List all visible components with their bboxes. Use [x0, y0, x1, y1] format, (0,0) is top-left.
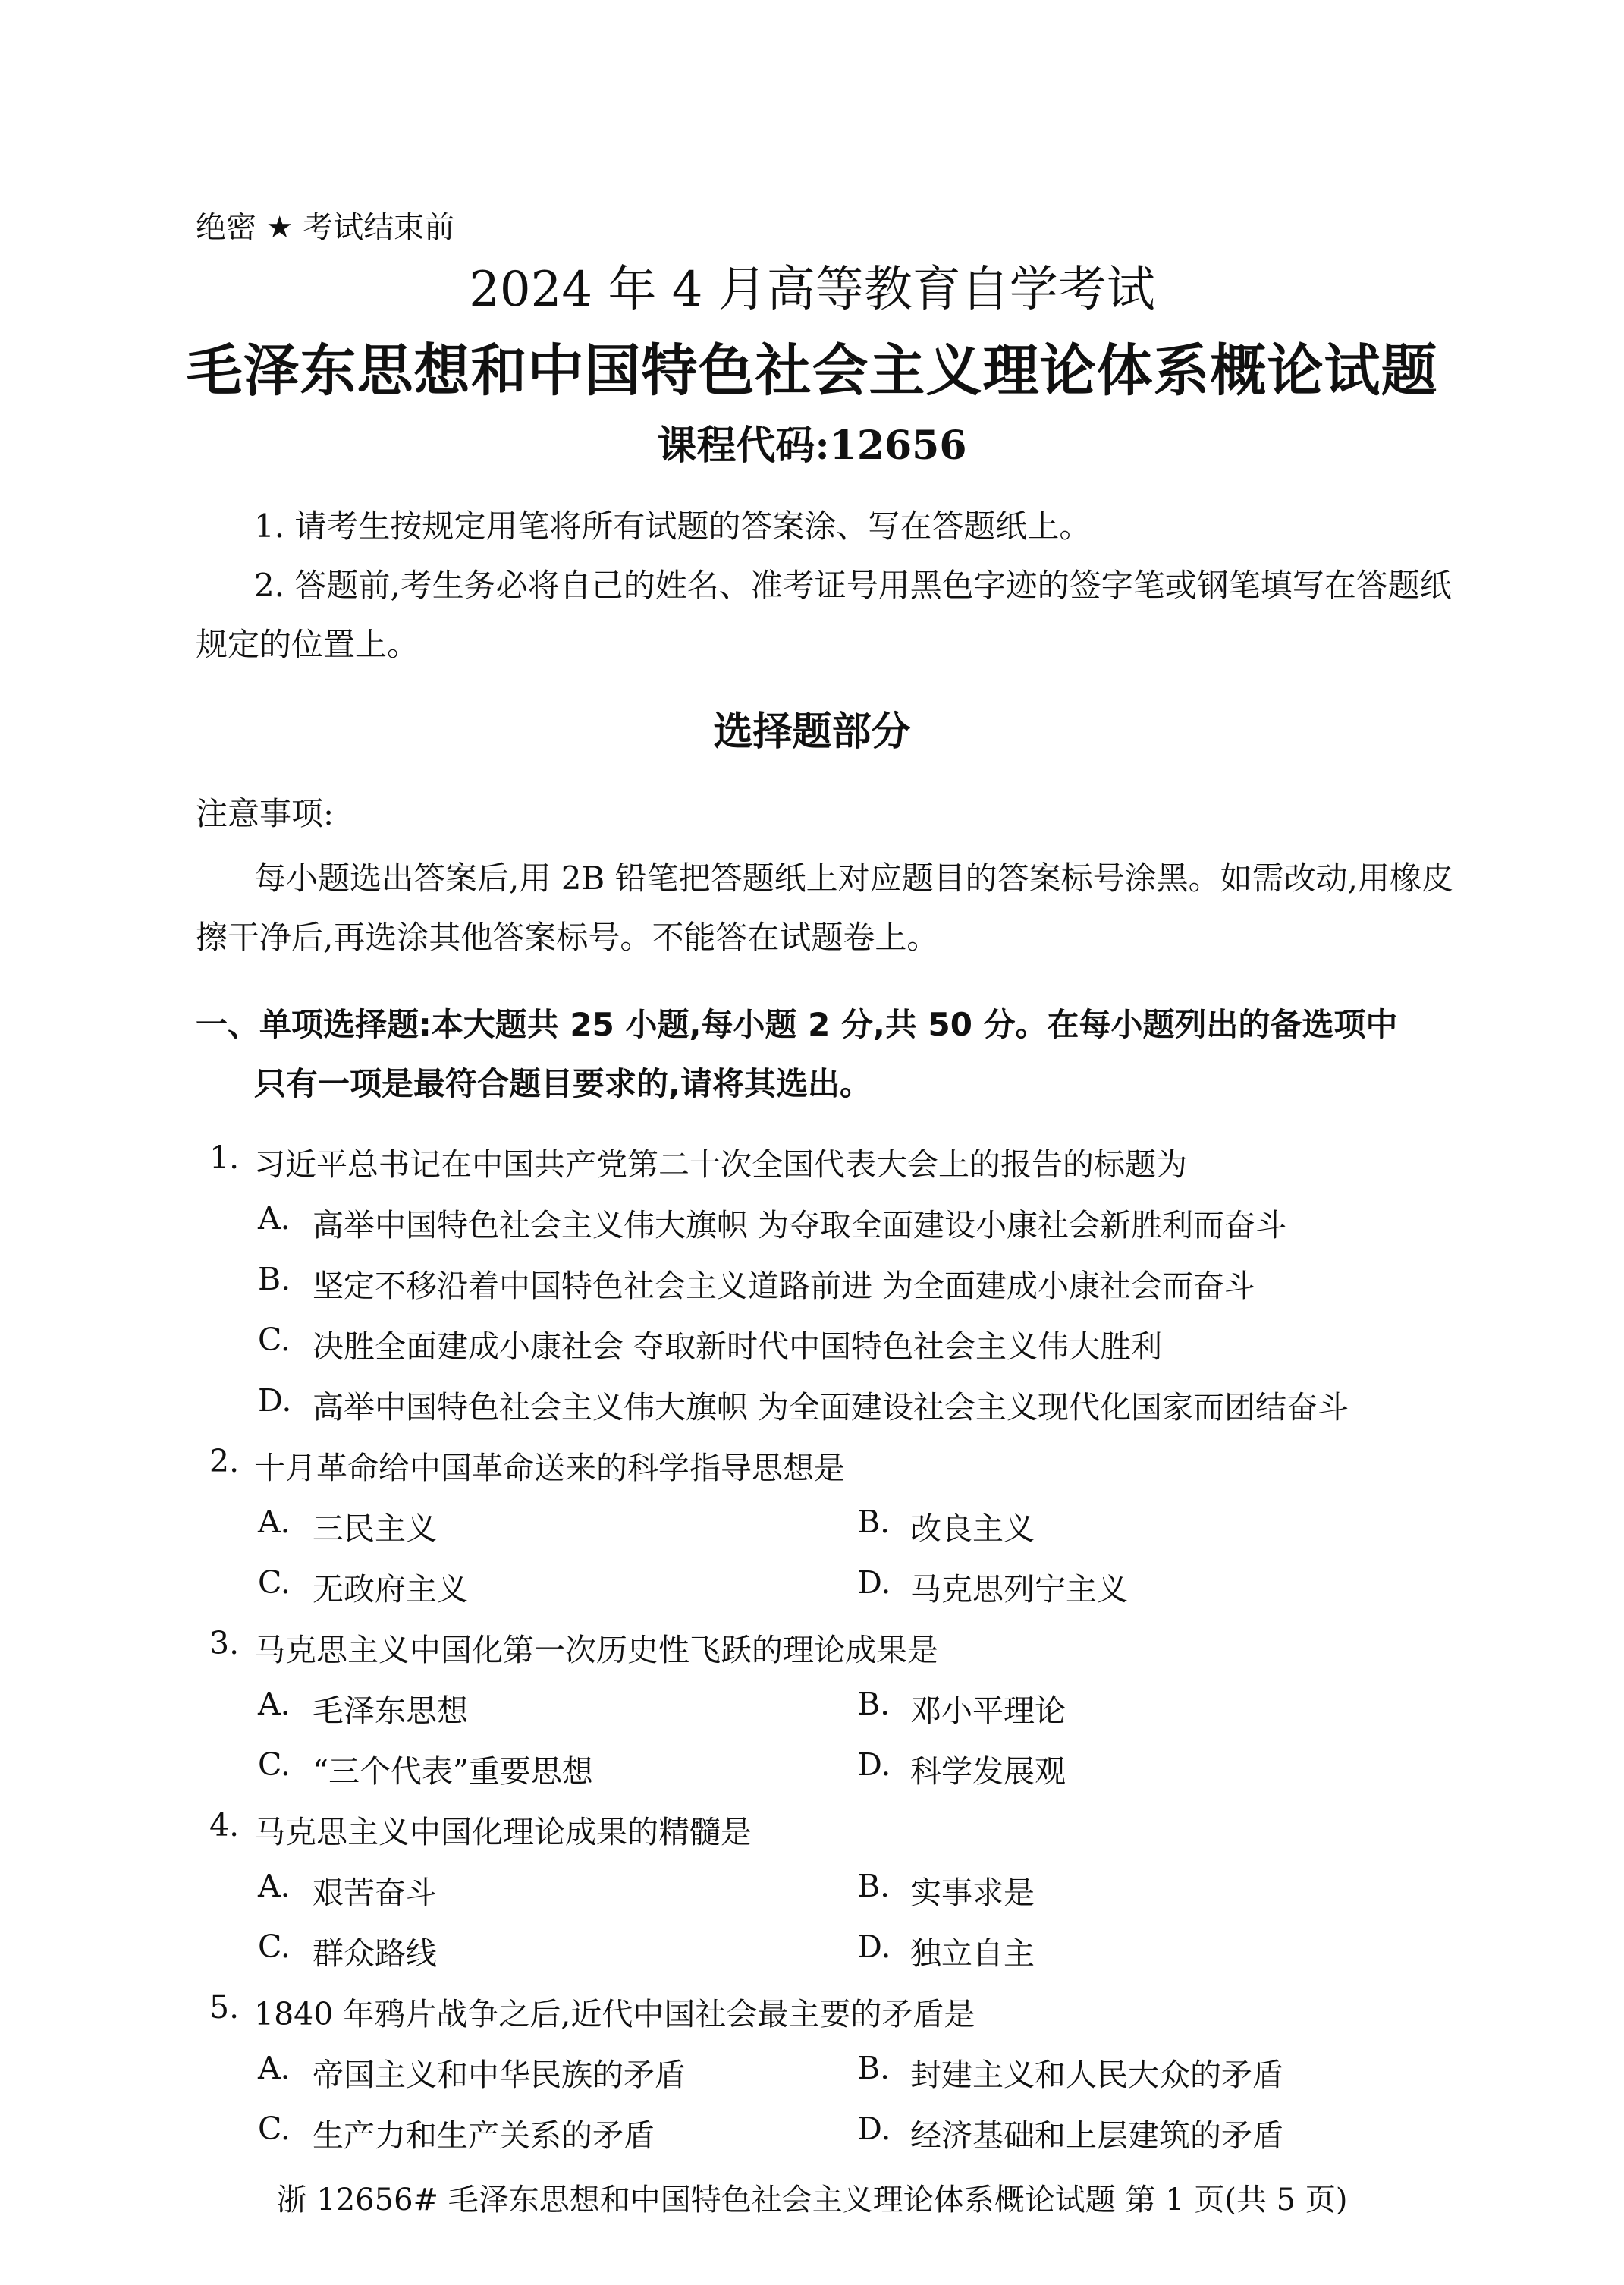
option-text: 帝国主义和中华民族的矛盾 [313, 2057, 686, 2093]
option-letter: D. [857, 2111, 891, 2147]
instruction-1: 1. 请考生按规定用笔将所有试题的答案涂、写在答题纸上。 [254, 508, 1092, 545]
option-text: 经济基础和上层建筑的矛盾 [910, 2117, 1283, 2154]
option-text: 科学发展观 [910, 1753, 1066, 1790]
question-4-text: 马克思主义中国化理论成果的精髓是 [254, 1814, 752, 1850]
option-text: 实事求是 [910, 1875, 1035, 1911]
question-2-text: 十月革命给中国革命送来的科学指导思想是 [254, 1450, 845, 1486]
option-letter: D. [857, 1564, 891, 1601]
notice-text-line-1: 每小题选出答案后,用 2B 铅笔把答题纸上对应题目的答案标号涂黑。如需改动,用橡皮 [254, 860, 1453, 897]
option-text: 邓小平理论 [910, 1693, 1066, 1729]
option-letter: D. [857, 1746, 891, 1783]
question-3-text: 马克思主义中国化第一次历史性飞跃的理论成果是 [254, 1632, 938, 1668]
instruction-2: 2. 答题前,考生务必将自己的姓名、准考证号用黑色字迹的签字笔或钢笔填写在答题纸 [254, 567, 1452, 604]
confidential-label: 绝密 ★ 考试结束前 [196, 210, 455, 245]
option-text: 无政府主义 [313, 1571, 468, 1608]
option-text: 高举中国特色社会主义伟大旗帜 为全面建设社会主义现代化国家而团结奋斗 [313, 1389, 1349, 1425]
section-title: 选择题部分 [713, 709, 911, 755]
option-letter: C. [258, 2111, 291, 2147]
question-4-number: 4. [209, 1807, 240, 1843]
option-text: 毛泽东思想 [313, 1693, 468, 1729]
question-5-text: 1840 年鸦片战争之后,近代中国社会最主要的矛盾是 [254, 1996, 975, 2032]
subject-title: 毛泽东思想和中国特色社会主义理论体系概论试题 [186, 338, 1438, 404]
question-1-number: 1. [209, 1139, 240, 1176]
course-code: 课程代码:12656 [657, 423, 967, 469]
option-text: 群众路线 [313, 1935, 437, 1972]
option-text: 独立自主 [910, 1935, 1035, 1972]
option-letter: A. [258, 1686, 291, 1722]
option-text: 决胜全面建成小康社会 夺取新时代中国特色社会主义伟大胜利 [313, 1328, 1163, 1365]
option-letter: C. [258, 1928, 291, 1965]
option-letter: B. [857, 1686, 891, 1722]
option-letter: D. [857, 1928, 891, 1965]
question-5-number: 5. [209, 1989, 240, 2026]
option-text: 生产力和生产关系的矛盾 [313, 2117, 655, 2154]
option-text: “三个代表”重要思想 [313, 1753, 593, 1790]
option-letter: A. [258, 2050, 291, 2086]
option-text: 三民主义 [313, 1510, 437, 1547]
option-text: 改良主义 [910, 1510, 1035, 1547]
option-letter: C. [258, 1322, 291, 1358]
option-letter: A. [258, 1504, 291, 1540]
question-3-number: 3. [209, 1625, 240, 1661]
option-text: 艰苦奋斗 [313, 1875, 437, 1911]
question-1-text: 习近平总书记在中国共产党第二十次全国代表大会上的报告的标题为 [254, 1146, 1187, 1183]
option-letter: B. [857, 2050, 891, 2086]
option-letter: B. [857, 1504, 891, 1540]
part-heading-line-2: 只有一项是最符合题目要求的,请将其选出。 [254, 1065, 872, 1102]
option-letter: C. [258, 1746, 291, 1783]
option-text: 坚定不移沿着中国特色社会主义道路前进 为全面建成小康社会而奋斗 [313, 1268, 1256, 1304]
instruction-2-continued: 规定的位置上。 [196, 626, 419, 663]
option-letter: C. [258, 1564, 291, 1601]
page-footer: 浙 12656# 毛泽东思想和中国特色社会主义理论体系概论试题 第 1 页(共 5 页) [276, 2183, 1348, 2217]
option-text: 封建主义和人民大众的矛盾 [910, 2057, 1283, 2093]
notice-text-line-2: 擦干净后,再选涂其他答案标号。不能答在试题卷上。 [196, 919, 939, 956]
part-heading-line-1: 一、单项选择题:本大题共 25 小题,每小题 2 分,共 50 分。在每小题列出的备选项中 [196, 1006, 1398, 1043]
option-letter: A. [258, 1200, 291, 1237]
option-text: 高举中国特色社会主义伟大旗帜 为夺取全面建设小康社会新胜利而奋斗 [313, 1207, 1287, 1243]
question-2-number: 2. [209, 1443, 240, 1479]
option-text: 马克思列宁主义 [910, 1571, 1128, 1608]
exam-title: 2024 年 4 月高等教育自学考试 [469, 262, 1155, 318]
option-letter: A. [258, 1868, 291, 1904]
option-letter: D. [258, 1382, 292, 1419]
option-letter: B. [258, 1261, 291, 1297]
option-letter: B. [857, 1868, 891, 1904]
notice-label: 注意事项: [196, 795, 335, 832]
